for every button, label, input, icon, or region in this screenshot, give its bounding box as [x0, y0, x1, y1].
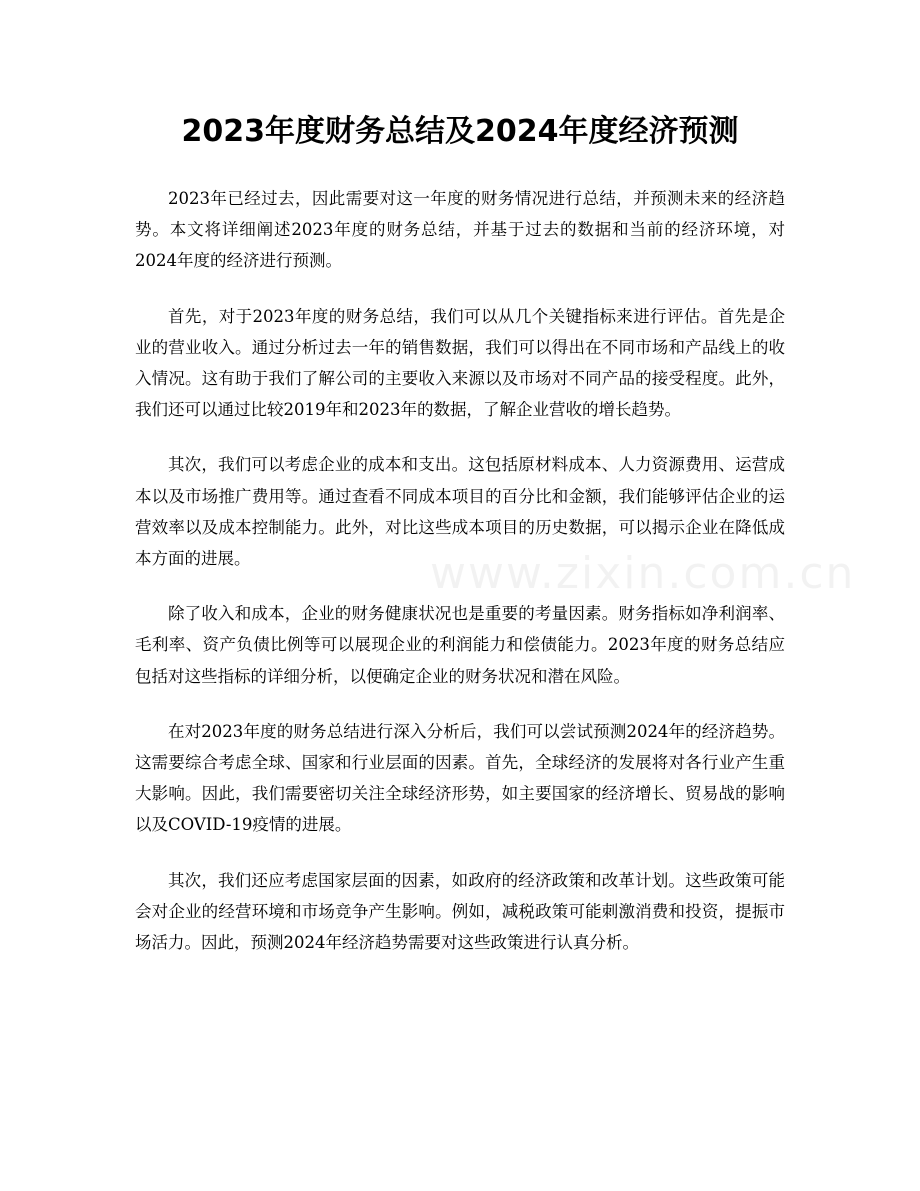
- paragraph-4: 除了收入和成本，企业的财务健康状况也是重要的考量因素。财务指标如净利润率、毛利率、资产负债比例等可以展现企业的利润能力和偿债能力。2023年度的财务总结应包括对这些指标的详细分析，以便确定企业的财务状况和潜在风险。: [135, 604, 785, 686]
- paragraph-6: 其次，我们还应考虑国家层面的因素，如政府的经济政策和改革计划。这些政策可能会对企业的经营环境和市场竞争产生影响。例如，减税政策可能刺激消费和投资，提振市场活力。因此，预测2024年经济趋势需要对这些政策进行认真分析。: [135, 870, 785, 953]
- paragraph-1: 2023年已经过去，因此需要对这一年度的财务情况进行总结，并预测未来的经济趋势。本文将详细阐述2023年度的财务总结，并基于过去的数据和当前的经济环境，对2024年度的经济进行预测。: [135, 189, 785, 271]
- document-title: 2023年度财务总结及2024年度经济预测: [181, 114, 739, 149]
- paragraph-5: 在对2023年度的财务总结进行深入分析后，我们可以尝试预测2024年的经济趋势。这需要综合考虑全球、国家和行业层面的因素。首先，全球经济的发展将对各行业产生重大影响。因此，我们需要密切关注全球经济形势，如主要国家的经济增长、贸易战的影响以及COVID-19疫情的进展。: [135, 721, 785, 835]
- paragraph-2: 首先，对于2023年度的财务总结，我们可以从几个关键指标来进行评估。首先是企业的营业收入。通过分析过去一年的销售数据，我们可以得出在不同市场和产品线上的收入情况。这有助于我们了解公司的主要收入来源以及市场对不同产品的接受程度。此外，我们还可以通过比较2019年和2023年的数据，了解企业营收的增长趋势。: [135, 306, 785, 420]
- document-body: [135, 183, 785, 982]
- watermark: www.zixin.com.cn: [430, 548, 856, 599]
- paragraph-3: 其次，我们可以考虑企业的成本和支出。这包括原材料成本、人力资源费用、运营成本以及市场推广费用等。通过查看不同成本项目的百分比和金额，我们能够评估企业的运营效率以及成本控制能力。此外，对比这些成本项目的历史数据，可以揭示企业在降低成本方面的进展。: [135, 455, 785, 569]
